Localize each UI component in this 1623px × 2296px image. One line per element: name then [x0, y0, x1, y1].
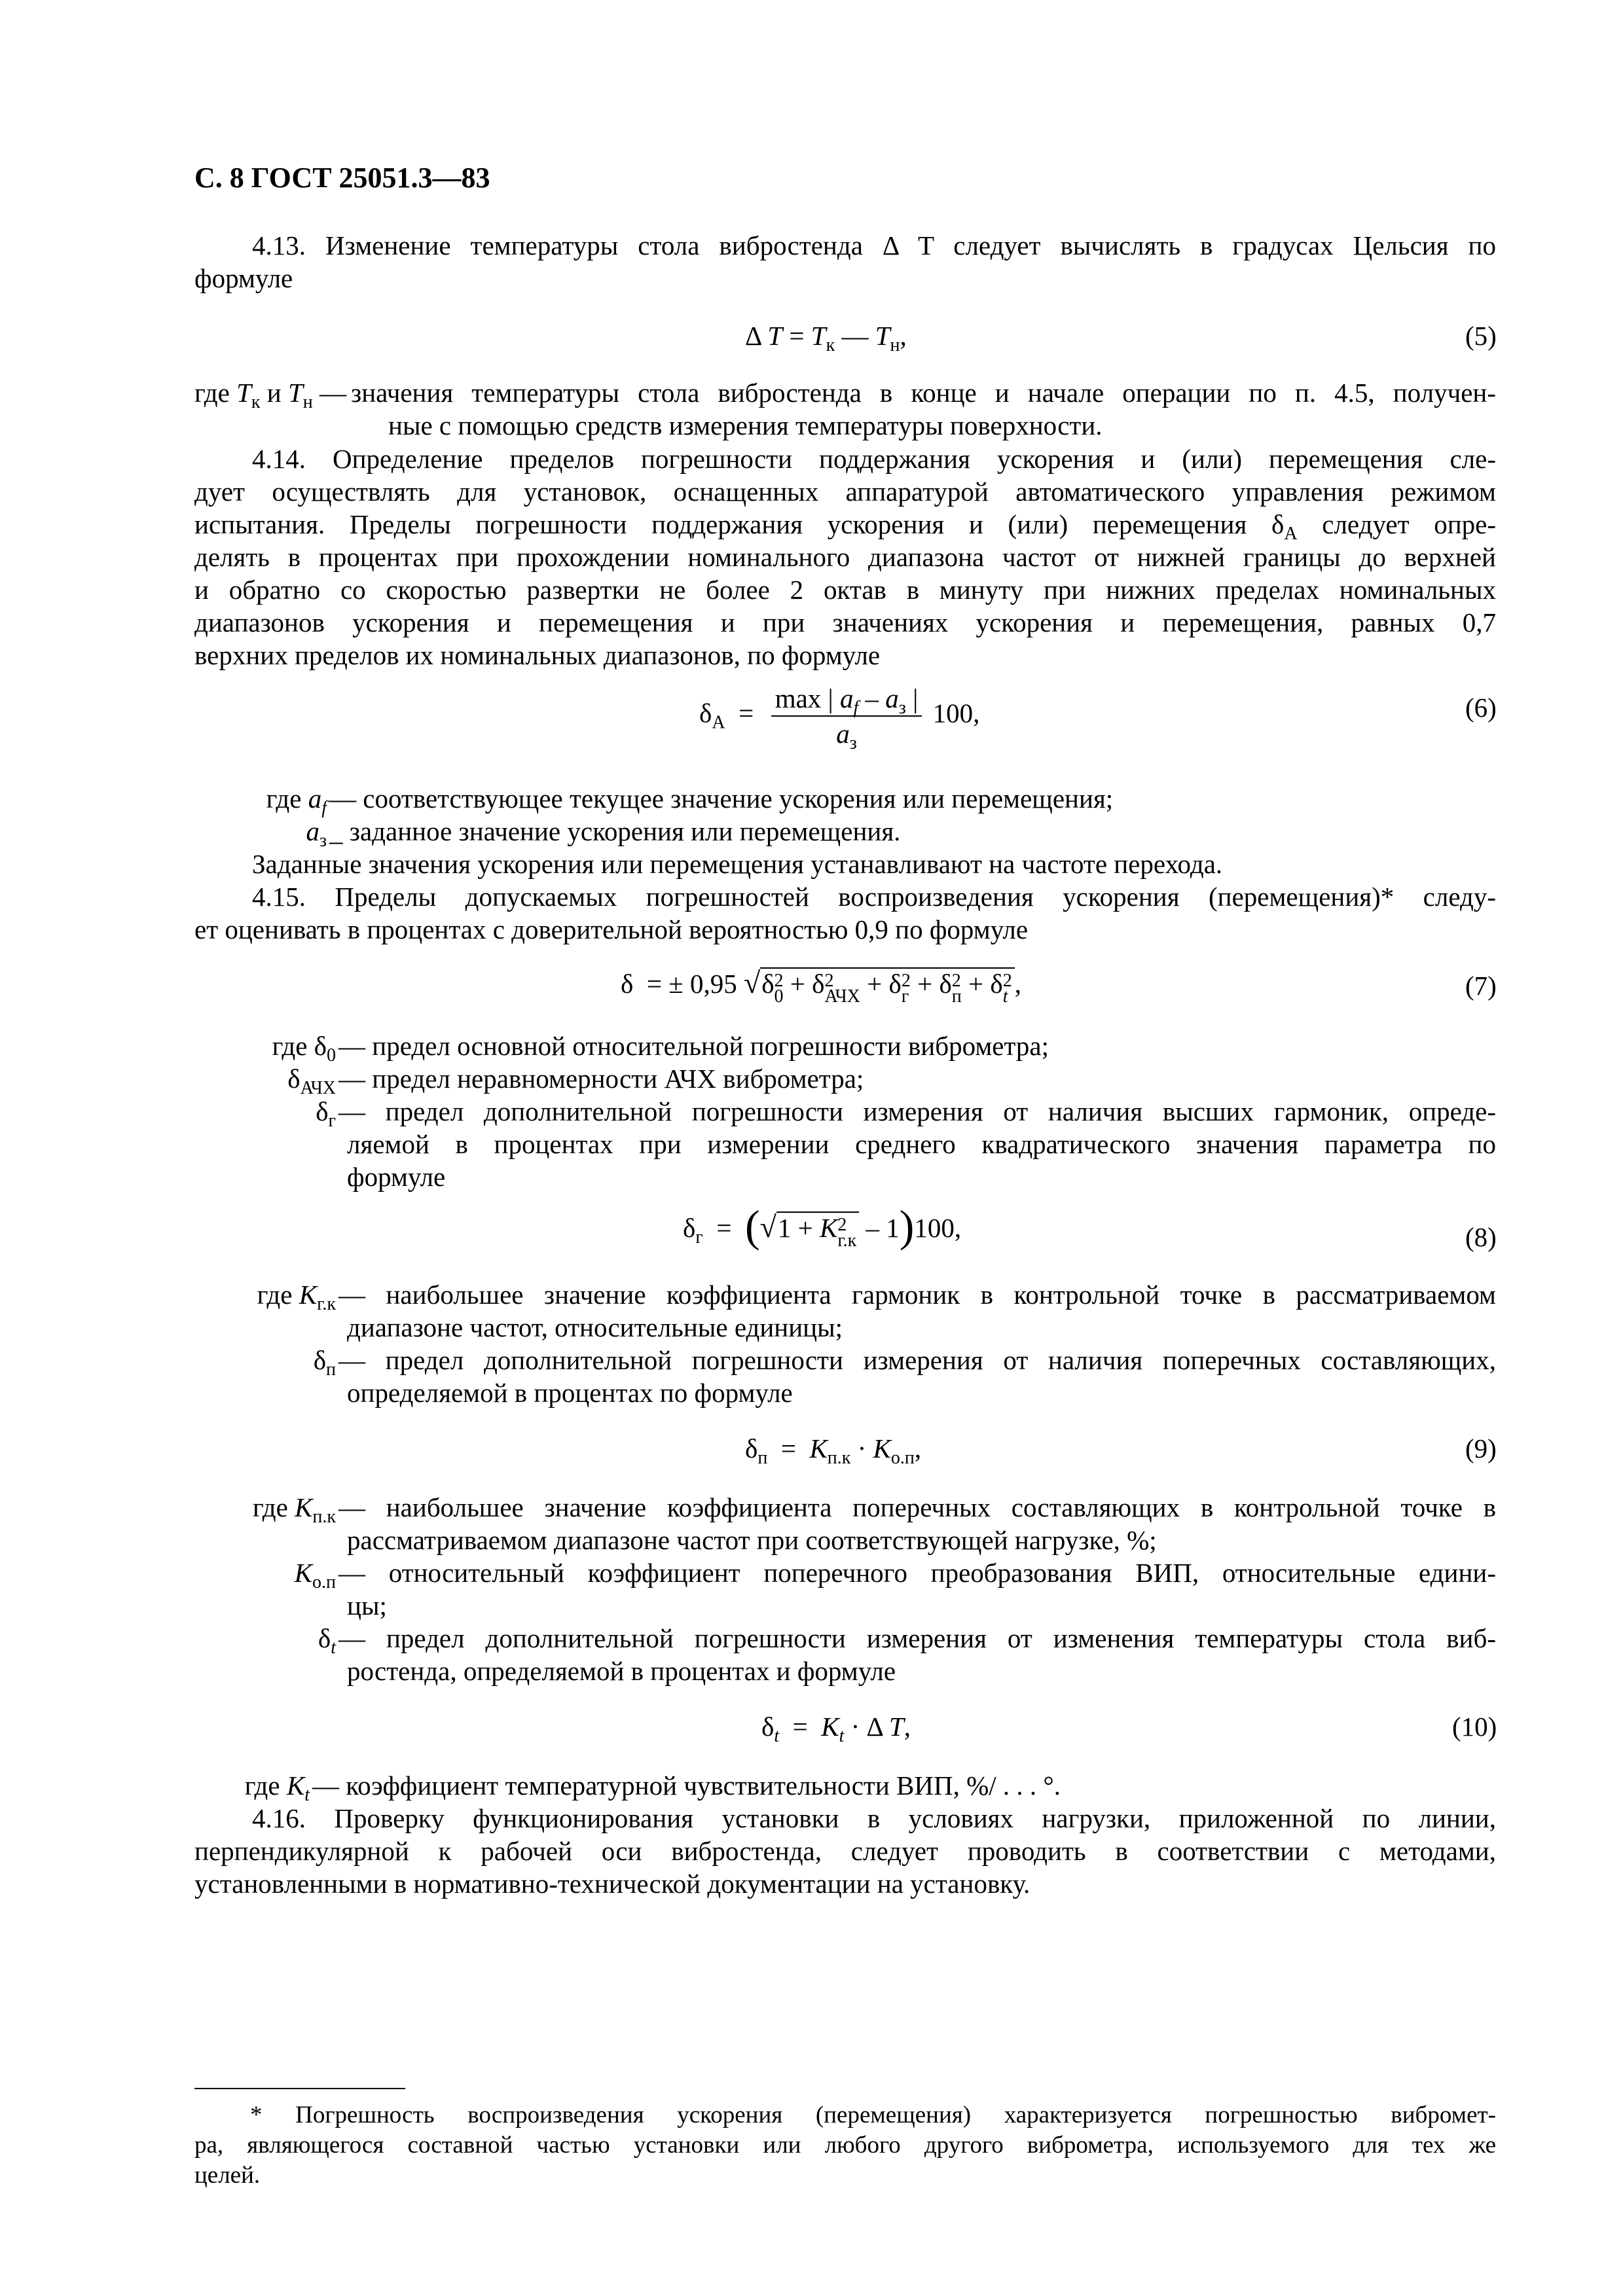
where-9-desc-1-line-1: — наибольшее значение коэффициента поперечных составляющих в контрольной точке в — [338, 1492, 1496, 1522]
paragraph-4-16-line-2: перпендикулярной к рабочей оси вибростенда, следует проводить в соответствии с методами, — [194, 1836, 1496, 1866]
where-6-desc-1: — соответствующее текущее значение ускорения или перемещения; — [329, 783, 1114, 814]
footnote-line-1: * Погрешность воспроизведения ускорения (перемещения) характеризуется погрешностью вибромет- — [250, 2102, 1496, 2128]
equation-7: δ = ± 0,95 √δ 2 0 + δ 2 АЧХ + δ 2 г + δ 2 п + δ 2 t , — [621, 966, 1021, 1007]
where-8-term-2: $\delta_п$ — [313, 1345, 336, 1380]
paragraph-4-13-line-1: 4.13. Изменение температуры стола вибростенда Δ T следует вычислять в градусах Цельсия по — [252, 230, 1496, 260]
paragraph-4-14-line-5: и обратно со скоростью развертки не более 2 октав в минуту при нижних пределах номинальных — [194, 575, 1496, 605]
where-5-desc-line-1: значения температуры стола вибростенда в конце и начале операции по п. 4.5, получен- — [351, 378, 1496, 408]
where-7-desc-1: — предел основной относительной погрешности виброметра; — [338, 1031, 1049, 1061]
where-6-desc-2: _ заданное значение ускорения или перемещения. — [329, 816, 901, 846]
where-10-desc: — коэффициент температурной чувствительности ВИП, %/ . . . °. — [312, 1770, 1061, 1801]
paragraph-4-14-line-2: дует осуществлять для установок, оснащенных аппаратурой автоматического управления режимом — [194, 476, 1496, 507]
where-9-desc-3-line-2: ростенда, определяемой в процентах и формуле — [347, 1656, 896, 1686]
equation-5-number: (5) — [1465, 321, 1497, 351]
where-7-desc-3-line-2: ляемой в процентах при измерении среднего квадратического значения параметра по — [347, 1129, 1496, 1159]
equation-10: $\delta_t = K_t \cdot \Delta$ T, — [761, 1712, 911, 1746]
paragraph-4-16-line-1: 4.16. Проверку функционирования установки в условиях нагрузки, приложенной по линии, — [252, 1803, 1496, 1833]
where-9-term-3: $\delta_t$ — [318, 1623, 336, 1658]
where-7-desc-2: — предел неравномерности АЧХ виброметра; — [338, 1064, 864, 1094]
where-8-term-1: где $K_{г.к}$ — [257, 1280, 336, 1314]
equation-6-number: (6) — [1465, 692, 1497, 723]
where-5-desc-line-2: ные с помощью средств измерения температуры поверхности. — [388, 410, 1103, 440]
where-7-term-1: где $\delta_0$ — [272, 1031, 336, 1066]
where-5-term: где $T_к$ и $T_н$ — — [194, 378, 347, 412]
paragraph-4-16-line-3: установленными в нормативно-технической документации на установку. — [194, 1869, 1030, 1899]
where-8-desc-1-line-1: — наибольшее значение коэффициента гармоник в контрольной точке в рассматриваемом — [338, 1280, 1496, 1310]
equation-6: $\delta_А$ = $\frac{\max | a_f - a_з |}{a_з}$ 100, — [699, 683, 980, 753]
where-6-term-1: где $a_f$ — [266, 783, 327, 818]
where-7-desc-3-line-3: формуле — [347, 1162, 446, 1192]
where-9-desc-2-line-2: цы; — [347, 1590, 387, 1621]
equation-10-number: (10) — [1452, 1712, 1497, 1742]
paragraph-4-14-line-6: диапазонов ускорения и перемещения и при значениях ускорения и перемещения, равных 0,7 — [194, 607, 1496, 637]
footnote-separator — [194, 2088, 405, 2089]
where-9-term-1: где $K_{п.к}$ — [252, 1492, 336, 1527]
where-7-term-3: $\delta_г$ — [316, 1096, 336, 1131]
paragraph-4-13-line-2: формуле — [194, 263, 293, 293]
where-7-desc-3-line-1: — предел дополнительной погрешности измерения от наличия высших гармоник, опреде- — [338, 1096, 1496, 1126]
equation-8-number: (8) — [1465, 1222, 1497, 1252]
where-10-term: где $K_t$ — [244, 1770, 310, 1805]
where-9-term-2: $K_{о.п}$ — [294, 1558, 336, 1592]
where-9-desc-1-line-2: рассматриваемом диапазоне частот при соответствующей нагрузке, %; — [347, 1525, 1157, 1555]
paragraph-4-14-line-7: верхних пределов их номинальных диапазонов, по формуле — [194, 640, 881, 670]
paragraph-4-14-line-4: делять в процентах при прохождении номинального диапазона частот от нижней границы до верхней — [194, 542, 1496, 572]
where-8-desc-1-line-2: диапазоне частот, относительные единицы; — [347, 1312, 843, 1342]
paragraph-4-14-closing: Заданные значения ускорения или перемещения устанавливают на частоте перехода. — [252, 849, 1223, 879]
where-9-desc-3-line-1: — предел дополнительной погрешности измерения от изменения температуры стола виб- — [338, 1623, 1496, 1653]
footnote-line-2: ра, являющегося составной частью установки или любого другого виброметра, используемого для тех же — [194, 2132, 1496, 2159]
equation-8: $\delta_г = (√1 + K$ 2 г.к – 1)100, — [683, 1201, 962, 1251]
paragraph-4-14-line-1: 4.14. Определение пределов погрешности поддержания ускорения и (или) перемещения сле- — [252, 444, 1496, 474]
where-8-desc-2-line-1: — предел дополнительной погрешности измерения от наличия поперечных составляющих, — [338, 1345, 1496, 1375]
equation-9: $\delta_п = K_{п.к} \cdot K_{о.п}$, — [745, 1433, 922, 1468]
equation-5: Δ $T = T_к$ — $T_н$, — [745, 321, 907, 355]
where-9-desc-2-line-1: — относительный коэффициент поперечного преобразования ВИП, относительные едини- — [338, 1558, 1496, 1588]
page-header: С. 8 ГОСТ 25051.3—83 — [194, 162, 490, 194]
equation-7-number: (7) — [1465, 971, 1497, 1001]
where-6-term-2: $a_з$ — [306, 816, 327, 851]
equation-9-number: (9) — [1465, 1433, 1497, 1463]
paragraph-4-14-line-3: испытания. Пределы погрешности поддержания ускорения и (или) перемещения $\delta_А$ следует опре- — [194, 509, 1496, 544]
footnote-line-3: целей. — [194, 2162, 261, 2189]
where-7-term-2: $\delta_{АЧХ}$ — [287, 1064, 336, 1098]
paragraph-4-15-line-1: 4.15. Пределы допускаемых погрешностей воспроизведения ускорения (перемещения)* следу- — [252, 882, 1496, 912]
where-8-desc-2-line-2: определяемой в процентах по формуле — [347, 1378, 793, 1408]
paragraph-4-15-line-2: ет оценивать в процентах с доверительной вероятностью 0,9 по формуле — [194, 914, 1029, 944]
